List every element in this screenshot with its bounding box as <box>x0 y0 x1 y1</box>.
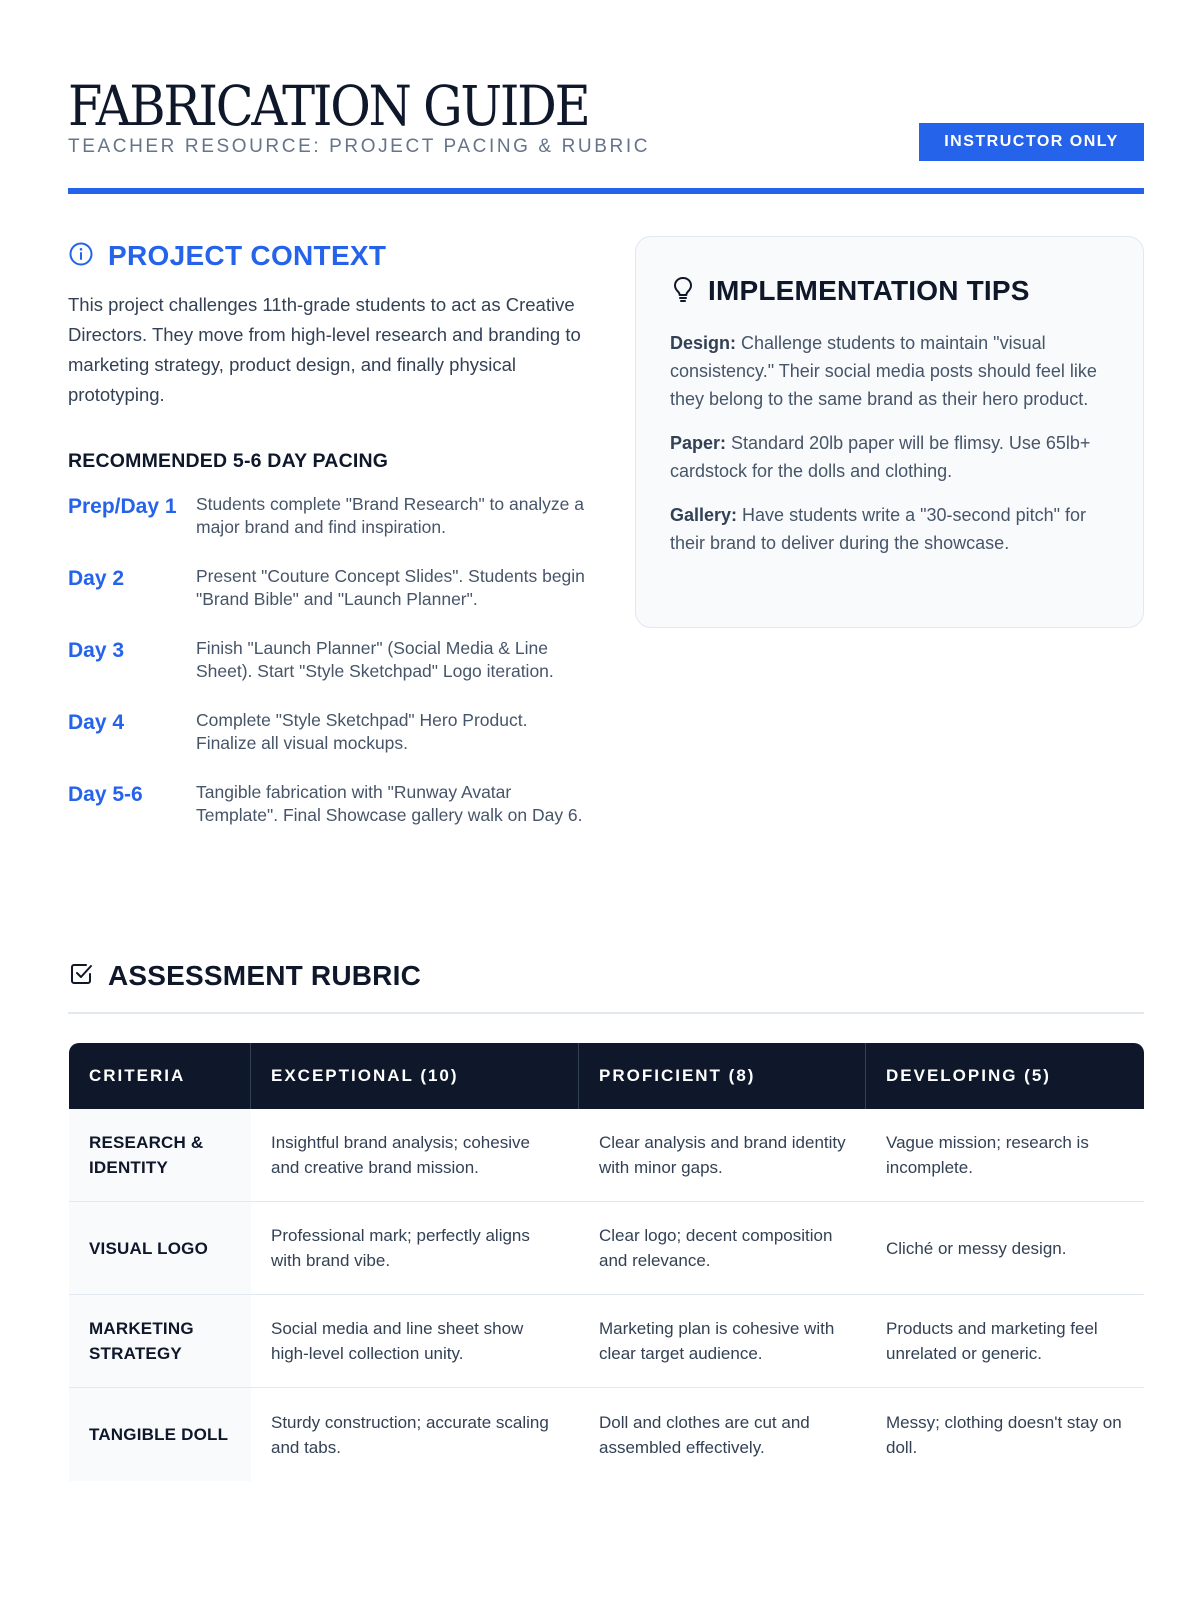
tip-design <box>670 329 1109 413</box>
tip-label: Paper: <box>670 433 727 453</box>
rubric-cell: Insightful brand analysis; cohesive and creative brand mission. <box>251 1109 579 1202</box>
rubric-cell: Doll and clothes are cut and assembled effectively. <box>599 1412 810 1457</box>
table-row <box>69 1388 1144 1481</box>
rubric-header-cell: PROFICIENT (8) <box>579 1043 866 1109</box>
pacing-description: Present "Couture Concept Slides". Students begin "Brand Bible" and "Launch Planner". <box>196 566 585 609</box>
header-divider <box>68 188 1144 194</box>
project-context-title: PROJECT CONTEXT <box>108 240 387 271</box>
rubric-header-row <box>69 1043 1144 1109</box>
page <box>68 0 1144 1600</box>
tip-text: Have students write a "30-second pitch" for their brand to deliver during the showcase. <box>670 505 1086 553</box>
rubric-cell: Clear logo; decent composition and relevance. <box>579 1202 866 1295</box>
pacing-day: Day 4 <box>68 711 125 734</box>
tip-text: Standard 20lb paper will be flimsy. Use 65lb+ cardstock for the dolls and clothing. <box>670 433 1091 481</box>
rubric-divider <box>68 1012 1144 1014</box>
pacing-description: Complete "Style Sketchpad" Hero Product. Finalize all visual mockups. <box>196 710 528 753</box>
pacing-row <box>68 565 588 611</box>
rubric-criteria-cell: TANGIBLE DOLL <box>69 1388 251 1481</box>
lightbulb-icon <box>670 275 696 308</box>
pacing-row <box>68 637 588 683</box>
rubric-cell: Sturdy construction; accurate scaling and tabs. <box>271 1412 549 1457</box>
table-row <box>69 1109 1144 1202</box>
rubric-cell: Vague mission; research is incomplete. <box>866 1109 1144 1202</box>
tip-label: Gallery: <box>670 505 738 525</box>
rubric-cell: Cliché or messy design. <box>866 1202 1144 1295</box>
pacing-row <box>68 493 588 539</box>
page-subtitle: TEACHER RESOURCE: PROJECT PACING & RUBRIC <box>68 136 651 157</box>
rubric-cell: Social media and line sheet show high-level collection unity. <box>251 1295 579 1388</box>
project-context-heading <box>68 236 588 276</box>
pacing-row <box>68 781 588 827</box>
header <box>68 76 1144 194</box>
pacing-day: Day 3 <box>68 639 125 662</box>
tip-label: Design: <box>670 333 737 353</box>
pacing-row <box>68 709 588 755</box>
rubric-cell: Clear analysis and brand identity with minor gaps. <box>579 1109 866 1202</box>
pacing-list <box>68 493 588 827</box>
rubric-header-cell: CRITERIA <box>69 1043 251 1109</box>
implementation-tips-heading <box>670 271 1109 311</box>
pacing-description: Finish "Launch Planner" (Social Media & Line Sheet). Start "Style Sketchpad" Logo iteration. <box>196 638 554 681</box>
rubric-criteria-cell: RESEARCH & IDENTITY <box>69 1109 251 1202</box>
rubric-cell: Professional mark; perfectly aligns with brand vibe. <box>251 1202 579 1295</box>
info-circle-icon <box>68 241 94 272</box>
pacing-description: Tangible fabrication with "Runway Avatar Template". Final Showcase gallery walk on Day 6. <box>196 782 583 825</box>
tip-gallery <box>670 501 1109 557</box>
rubric-criteria-cell: MARKETING STRATEGY <box>69 1295 251 1388</box>
pacing-day: Day 2 <box>68 567 125 590</box>
rubric-criteria-cell: VISUAL LOGO <box>69 1202 251 1295</box>
rubric-cell: Messy; clothing doesn't stay on doll. <box>886 1412 1122 1457</box>
pacing-title: RECOMMENDED 5-6 DAY PACING <box>68 450 389 472</box>
page-title: FABRICATION GUIDE <box>68 74 589 138</box>
tip-paper <box>670 429 1109 485</box>
table-row <box>69 1202 1144 1295</box>
project-context-body: This project challenges 11th-grade students to act as Creative Directors. They move from high-level research and branding to marketing strategy, product design, and finally physical prototyping. <box>68 294 581 405</box>
rubric-cell: Products and marketing feel unrelated or generic. <box>866 1295 1144 1388</box>
tip-text: Challenge students to maintain "visual consistency." Their social media posts should feel like they belong to the same brand as their hero product. <box>670 333 1097 409</box>
instructor-only-badge: INSTRUCTOR ONLY <box>919 123 1144 161</box>
pacing-description: Students complete "Brand Research" to analyze a major brand and find inspiration. <box>196 494 584 537</box>
implementation-tips-card <box>635 236 1144 628</box>
pacing-day: Prep/Day 1 <box>68 495 177 518</box>
rubric-header-cell: EXCEPTIONAL (10) <box>251 1043 579 1109</box>
rubric-cell: Marketing plan is cohesive with clear target audience. <box>579 1295 866 1388</box>
rubric-header-cell: DEVELOPING (5) <box>866 1043 1144 1109</box>
assessment-rubric-title: ASSESSMENT RUBRIC <box>108 960 421 991</box>
implementation-tips-title: IMPLEMENTATION TIPS <box>708 275 1030 306</box>
project-context-section <box>68 236 588 853</box>
rubric-table <box>69 1043 1144 1481</box>
table-row <box>69 1295 1144 1388</box>
pacing-day: Day 5-6 <box>68 783 143 806</box>
assessment-rubric-heading <box>68 956 1144 996</box>
checkbox-icon <box>68 961 94 992</box>
